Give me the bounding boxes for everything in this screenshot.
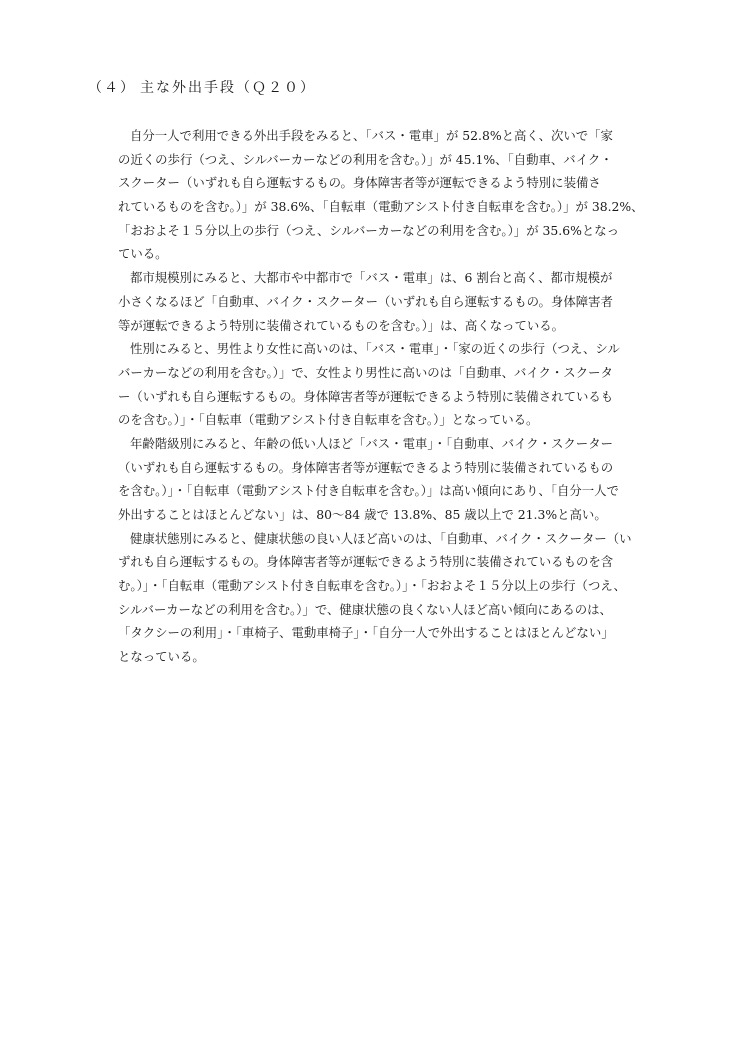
text-line: 性別にみると、男性より女性に高いのは、「バス・電車」・「家の近くの歩行（つえ、シル	[130, 341, 620, 357]
text-line: を含む。）」・「自転車（電動アシスト付き自転車を含む。）」は高い傾向にあり、「自分一人で	[118, 483, 619, 499]
text-line: スクーター（いずれも自ら運転するもの。身体障害者等が運転できるよう特別に装備さ	[118, 175, 601, 191]
text-line: 自分一人で利用できる外出手段をみると、「バス・電車」が 52.8%と高く、次いで「家	[130, 128, 613, 143]
text-line: （いずれも自ら運転するもの。身体障害者等が運転できるよう特別に装備されているもの	[118, 459, 614, 475]
text-line: 「おおよそ１５分以上の歩行（つえ、シルバーカーなどの利用を含む。）」が 35.6%となっ	[118, 222, 620, 238]
section-title: 主な外出手段（Ｑ２０）	[140, 80, 316, 96]
text-line: 都市規模別にみると、大都市や中都市で「バス・電車」は、6 割台と高く、都市規模が	[130, 270, 613, 286]
text-line: ている。	[118, 246, 168, 262]
text-line: 健康状態別にみると、健康状態の良い人ほど高いのは、「自動車、バイク・スクーター（い	[130, 530, 632, 546]
text-line: 等が運転できるよう特別に装備されているものを含む。）」は、高くなっている。	[118, 317, 565, 333]
text-line: バーカーなどの利用を含む。）」で、女性より男性に高いのは「自動車、バイク・スクータ	[118, 364, 613, 380]
text-line: ずれも自ら運転するもの。身体障害者等が運転できるよう特別に装備されているものを含	[118, 554, 614, 570]
text-line: となっている。	[118, 649, 205, 665]
text-line: のを含む。）」・「自転車（電動アシスト付き自転車を含む。）」となっている。	[118, 412, 539, 428]
text-line: ー（いずれも自ら運転するもの。身体障害者等が運転できるよう特別に装備されているも	[118, 388, 614, 404]
text-line: む。）」・「自転車（電動アシスト付き自転車を含む。）」・「おおよそ１５分以上の歩行（つえ、	[118, 578, 626, 594]
text-line: 小さくなるほど「自動車、バイク・スクーター（いずれも自ら運転するもの。身体障害者	[118, 293, 613, 309]
text-line: の近くの歩行（つえ、シルバーカーなどの利用を含む。）」が 45.1%、「自動車、バイク・	[118, 151, 613, 167]
body-text	[118, 124, 658, 669]
text-line: 外出することはほとんどない」は、80～84 歳で 13.8%、85 歳以上で 21.3%と高い。	[118, 507, 607, 522]
section-number: （４）	[88, 80, 136, 96]
text-line: 年齢階級別にみると、年齢の低い人ほど「バス・電車」・「自動車、バイク・スクーター	[130, 435, 613, 451]
text-line: シルバーカーなどの利用を含む。）」で、健康状態の良くない人ほど高い傾向にあるのは、	[118, 601, 612, 617]
text-line: れているものを含む。）」が 38.6%、「自転車（電動アシスト付き自転車を含む。）」が 38.2%、	[118, 199, 644, 215]
text-line: 「タクシーの利用」・「車椅子、電動車椅子」・「自分一人で外出することはほとんどない」	[118, 625, 614, 641]
section-heading	[88, 77, 316, 97]
